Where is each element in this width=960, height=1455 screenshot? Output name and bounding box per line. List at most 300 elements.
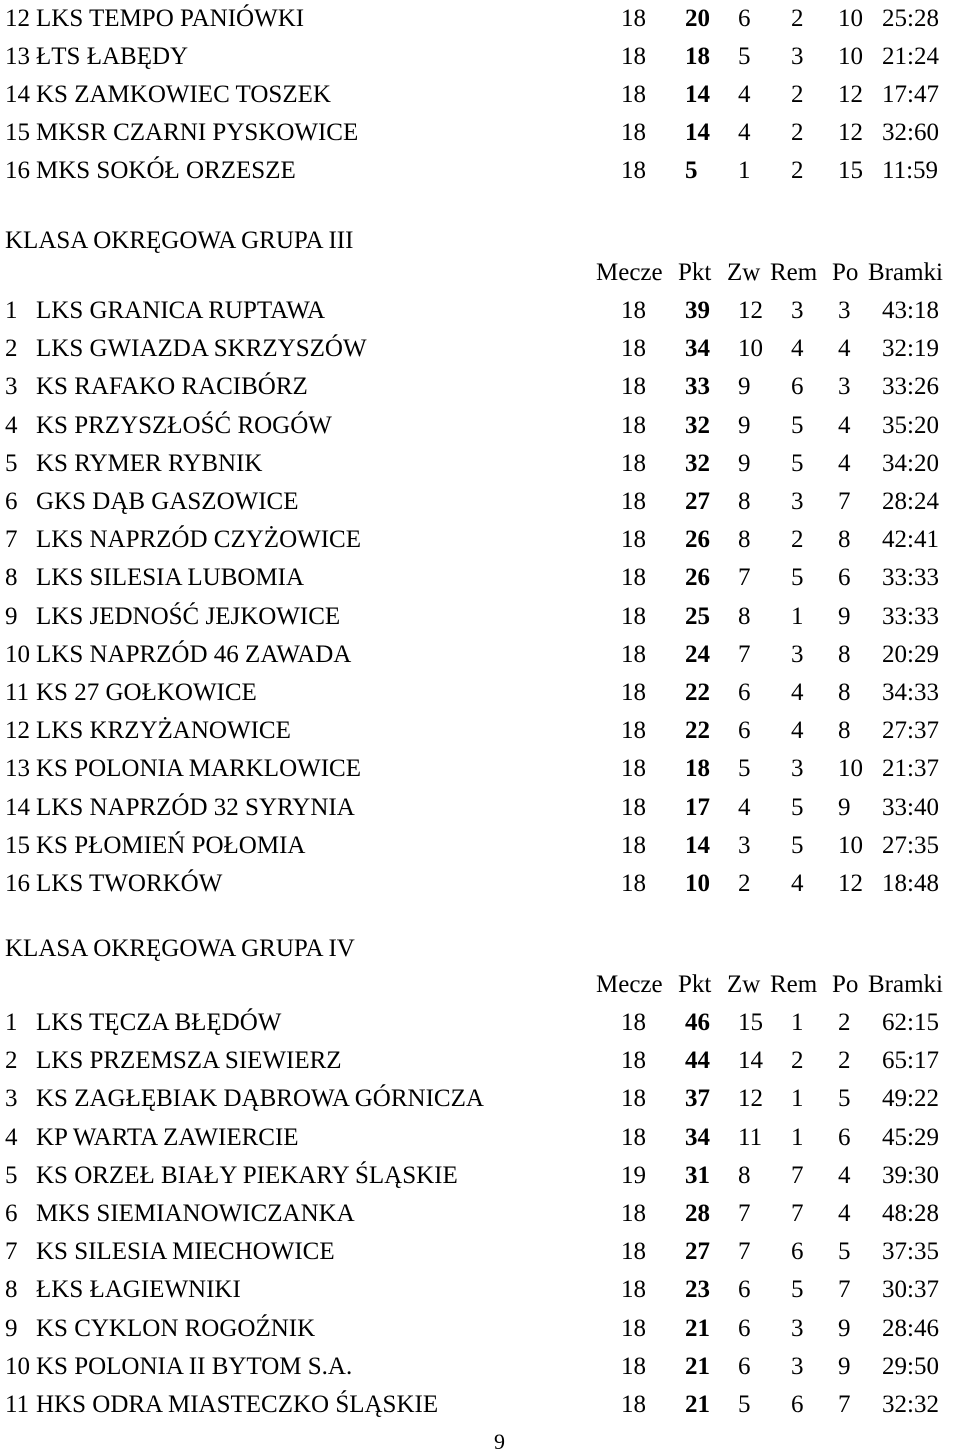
- cell-zw: 4: [738, 793, 751, 821]
- cell-rem: 3: [791, 488, 804, 515]
- cell-zw: 6: [738, 1352, 751, 1380]
- cell-po: 3: [838, 297, 851, 324]
- cell-num: 3: [5, 373, 18, 401]
- cell-pkt: 21: [685, 1352, 710, 1380]
- cell-zw: 6: [738, 679, 751, 706]
- table-row: [0, 152, 960, 190]
- cell-num: 15: [5, 119, 30, 146]
- cell-bramki: 21:37: [882, 755, 939, 783]
- cell-rem: 2: [791, 5, 804, 32]
- cell-po: 10: [838, 755, 863, 783]
- cell-bramki: 29:50: [882, 1352, 939, 1380]
- cell-po: 4: [838, 335, 851, 363]
- cell-name: MKS SIEMIANOWICZANKA: [36, 1200, 355, 1227]
- cell-name: KS ZAGŁĘBIAK DĄBROWA GÓRNICZA: [36, 1085, 484, 1113]
- table-row: [0, 1310, 960, 1348]
- cell-mecze: 18: [621, 1123, 646, 1151]
- cell-pkt: 17: [685, 793, 710, 821]
- cell-rem: 4: [791, 717, 804, 745]
- cell-po: 7: [838, 1276, 851, 1304]
- cell-zw: 2: [738, 870, 751, 897]
- cell-rem: 3: [791, 43, 804, 70]
- cell-bramki: 42:41: [882, 526, 939, 554]
- cell-rem: 1: [791, 1123, 804, 1151]
- cell-rem: 5: [791, 449, 804, 477]
- cell-name: KS RYMER RYBNIK: [36, 449, 263, 477]
- cell-name: ŁTS ŁABĘDY: [36, 43, 189, 70]
- col-header-zw: Zw: [727, 259, 761, 286]
- page-number: 9: [494, 1429, 505, 1454]
- cell-bramki: 27:35: [882, 831, 939, 859]
- cell-bramki: 17:47: [882, 81, 939, 108]
- cell-mecze: 18: [621, 1276, 646, 1304]
- cell-po: 8: [838, 679, 851, 706]
- cell-mecze: 18: [621, 297, 646, 324]
- cell-po: 9: [838, 793, 851, 821]
- cell-mecze: 18: [621, 526, 646, 554]
- cell-zw: 9: [738, 411, 751, 439]
- cell-num: 1: [5, 297, 18, 324]
- cell-name: KS POLONIA II BYTOM S.A.: [36, 1352, 353, 1380]
- col-header-zw: Zw: [727, 971, 761, 998]
- table-row: [0, 1195, 960, 1233]
- cell-name: LKS TĘCZA BŁĘDÓW: [36, 1009, 282, 1036]
- cell-num: 6: [5, 1200, 18, 1227]
- cell-mecze: 18: [621, 43, 646, 70]
- col-header-po: Po: [832, 971, 859, 998]
- cell-name: HKS ODRA MIASTECZKO ŚLĄSKIE: [36, 1391, 439, 1418]
- cell-bramki: 18:48: [882, 870, 939, 897]
- cell-name: LKS NAPRZÓD 46 ZAWADA: [36, 640, 352, 668]
- cell-pkt: 5: [685, 157, 698, 184]
- cell-name: LKS JEDNOŚĆ JEJKOWICE: [36, 602, 341, 630]
- cell-pkt: 32: [685, 449, 710, 477]
- cell-pkt: 21: [685, 1314, 710, 1342]
- cell-rem: 4: [791, 870, 804, 897]
- cell-bramki: 48:28: [882, 1200, 939, 1227]
- cell-name: KP WARTA ZAWIERCIE: [36, 1123, 299, 1151]
- cell-bramki: 43:18: [882, 297, 939, 324]
- cell-num: 2: [5, 1047, 18, 1075]
- cell-num: 9: [5, 1314, 18, 1342]
- cell-pkt: 22: [685, 717, 710, 745]
- cell-zw: 5: [738, 755, 751, 783]
- cell-pkt: 14: [685, 81, 710, 108]
- cell-zw: 7: [738, 1200, 751, 1227]
- cell-mecze: 18: [621, 564, 646, 592]
- cell-pkt: 32: [685, 411, 710, 439]
- cell-zw: 5: [738, 1391, 751, 1418]
- cell-name: LKS NAPRZÓD CZYŻOWICE: [36, 526, 361, 554]
- cell-rem: 5: [791, 793, 804, 821]
- table-row: [0, 865, 960, 903]
- table-row: [0, 521, 960, 559]
- cell-zw: 8: [738, 526, 751, 554]
- cell-pkt: 10: [685, 870, 710, 897]
- col-header-mecze: Mecze: [596, 259, 663, 286]
- cell-num: 10: [5, 640, 30, 668]
- table-row: [0, 445, 960, 483]
- cell-rem: 2: [791, 1047, 804, 1075]
- cell-po: 12: [838, 81, 863, 108]
- cell-name: ŁKS ŁAGIEWNIKI: [36, 1276, 241, 1304]
- cell-mecze: 18: [621, 449, 646, 477]
- cell-po: 9: [838, 602, 851, 630]
- col-header-pkt: Pkt: [678, 971, 712, 998]
- cell-po: 8: [838, 526, 851, 554]
- cell-pkt: 44: [685, 1047, 710, 1075]
- cell-mecze: 18: [621, 1047, 646, 1075]
- cell-rem: 2: [791, 157, 804, 184]
- cell-mecze: 18: [621, 119, 646, 146]
- cell-zw: 3: [738, 831, 751, 859]
- cell-pkt: 26: [685, 564, 710, 592]
- cell-num: 14: [5, 81, 30, 108]
- cell-num: 4: [5, 411, 18, 439]
- cell-name: KS 27 GOŁKOWICE: [36, 679, 257, 706]
- table-row: [0, 1157, 960, 1195]
- cell-mecze: 18: [621, 679, 646, 706]
- cell-mecze: 18: [621, 81, 646, 108]
- table-row: [0, 1386, 960, 1424]
- cell-po: 6: [838, 1123, 851, 1151]
- cell-bramki: 33:33: [882, 602, 939, 630]
- table-row: [0, 598, 960, 636]
- table-row: [0, 674, 960, 712]
- cell-zw: 1: [738, 157, 751, 184]
- cell-po: 7: [838, 488, 851, 515]
- cell-pkt: 33: [685, 373, 710, 401]
- cell-mecze: 18: [621, 5, 646, 32]
- table-row: [0, 76, 960, 114]
- cell-po: 4: [838, 1200, 851, 1227]
- cell-pkt: 39: [685, 297, 710, 324]
- col-header-mecze: Mecze: [596, 971, 663, 998]
- col-header-rem: Rem: [770, 971, 818, 998]
- cell-pkt: 14: [685, 119, 710, 146]
- cell-pkt: 28: [685, 1200, 710, 1227]
- cell-zw: 9: [738, 373, 751, 401]
- cell-pkt: 26: [685, 526, 710, 554]
- cell-po: 10: [838, 5, 863, 32]
- cell-po: 12: [838, 119, 863, 146]
- cell-mecze: 18: [621, 831, 646, 859]
- cell-po: 8: [838, 717, 851, 745]
- cell-num: 8: [5, 564, 18, 592]
- cell-po: 4: [838, 411, 851, 439]
- cell-name: LKS PRZEMSZA SIEWIERZ: [36, 1047, 342, 1075]
- cell-zw: 7: [738, 640, 751, 668]
- cell-rem: 4: [791, 335, 804, 363]
- cell-mecze: 18: [621, 717, 646, 745]
- cell-rem: 1: [791, 602, 804, 630]
- cell-po: 2: [838, 1009, 851, 1036]
- cell-bramki: 34:33: [882, 679, 939, 706]
- cell-zw: 7: [738, 564, 751, 592]
- group-iii-title: KLASA OKRĘGOWA GRUPA III: [5, 227, 354, 254]
- cell-mecze: 18: [621, 602, 646, 630]
- cell-name: MKS SOKÓŁ ORZESZE: [36, 157, 296, 184]
- cell-pkt: 34: [685, 335, 710, 363]
- cell-rem: 7: [791, 1200, 804, 1227]
- cell-num: 13: [5, 43, 30, 70]
- cell-po: 5: [838, 1238, 851, 1266]
- col-header-rem: Rem: [770, 259, 818, 286]
- cell-mecze: 18: [621, 157, 646, 184]
- cell-bramki: 33:40: [882, 793, 939, 821]
- cell-mecze: 18: [621, 640, 646, 668]
- cell-pkt: 27: [685, 488, 710, 515]
- cell-name: LKS GWIAZDA SKRZYSZÓW: [36, 335, 367, 363]
- table-row: [0, 750, 960, 788]
- cell-bramki: 37:35: [882, 1238, 939, 1266]
- cell-bramki: 28:24: [882, 488, 939, 515]
- cell-name: KS PRZYSZŁOŚĆ ROGÓW: [36, 411, 332, 439]
- cell-num: 5: [5, 449, 18, 477]
- cell-pkt: 21: [685, 1391, 710, 1418]
- cell-po: 8: [838, 640, 851, 668]
- cell-rem: 5: [791, 831, 804, 859]
- cell-zw: 6: [738, 5, 751, 32]
- cell-pkt: 31: [685, 1161, 710, 1189]
- cell-zw: 6: [738, 1314, 751, 1342]
- table-row: [0, 1004, 960, 1042]
- col-header-po: Po: [832, 259, 859, 286]
- cell-bramki: 25:28: [882, 5, 939, 32]
- cell-bramki: 21:24: [882, 43, 939, 70]
- cell-name: KS POLONIA MARKLOWICE: [36, 755, 361, 783]
- cell-rem: 5: [791, 1276, 804, 1304]
- cell-name: KS CYKLON ROGOŹNIK: [36, 1314, 316, 1342]
- cell-po: 3: [838, 373, 851, 401]
- cell-bramki: 39:30: [882, 1161, 939, 1189]
- cell-name: KS RAFAKO RACIBÓRZ: [36, 373, 308, 401]
- col-header-bramki: Bramki: [868, 971, 943, 998]
- cell-po: 9: [838, 1314, 851, 1342]
- cell-bramki: 34:20: [882, 449, 939, 477]
- cell-num: 13: [5, 755, 30, 783]
- cell-name: KS ORZEŁ BIAŁY PIEKARY ŚLĄSKIE: [36, 1161, 458, 1189]
- cell-bramki: 49:22: [882, 1085, 939, 1113]
- cell-mecze: 18: [621, 1009, 646, 1036]
- cell-pkt: 24: [685, 640, 710, 668]
- cell-name: LKS KRZYŻANOWICE: [36, 717, 291, 745]
- cell-bramki: 45:29: [882, 1123, 939, 1151]
- cell-rem: 5: [791, 564, 804, 592]
- cell-zw: 9: [738, 449, 751, 477]
- cell-num: 11: [5, 679, 30, 706]
- group-iv-title: KLASA OKRĘGOWA GRUPA IV: [5, 935, 355, 962]
- cell-po: 7: [838, 1391, 851, 1418]
- cell-num: 3: [5, 1085, 18, 1113]
- table-row: [0, 712, 960, 750]
- cell-rem: 4: [791, 679, 804, 706]
- cell-rem: 3: [791, 755, 804, 783]
- table-row: [0, 407, 960, 445]
- cell-mecze: 18: [621, 1085, 646, 1113]
- cell-rem: 1: [791, 1085, 804, 1113]
- cell-mecze: 18: [621, 335, 646, 363]
- cell-bramki: 33:33: [882, 564, 939, 592]
- table-row: [0, 1233, 960, 1271]
- cell-name: LKS NAPRZÓD 32 SYRYNIA: [36, 793, 355, 821]
- cell-zw: 8: [738, 488, 751, 515]
- table-row: [0, 789, 960, 827]
- table-row: [0, 368, 960, 406]
- cell-pkt: 27: [685, 1238, 710, 1266]
- cell-num: 6: [5, 488, 18, 515]
- cell-num: 12: [5, 717, 30, 745]
- cell-name: GKS DĄB GASZOWICE: [36, 488, 299, 515]
- cell-pkt: 34: [685, 1123, 710, 1151]
- cell-rem: 7: [791, 1161, 804, 1189]
- cell-rem: 3: [791, 640, 804, 668]
- cell-rem: 5: [791, 411, 804, 439]
- cell-pkt: 20: [685, 5, 710, 32]
- cell-pkt: 14: [685, 831, 710, 859]
- table-row: [0, 483, 960, 521]
- cell-zw: 4: [738, 81, 751, 108]
- cell-zw: 8: [738, 602, 751, 630]
- cell-rem: 6: [791, 1238, 804, 1266]
- cell-zw: 7: [738, 1238, 751, 1266]
- cell-po: 6: [838, 564, 851, 592]
- cell-mecze: 18: [621, 793, 646, 821]
- cell-mecze: 18: [621, 1391, 646, 1418]
- cell-bramki: 20:29: [882, 640, 939, 668]
- cell-zw: 12: [738, 1085, 763, 1113]
- cell-pkt: 18: [685, 755, 710, 783]
- cell-bramki: 28:46: [882, 1314, 939, 1342]
- cell-bramki: 27:37: [882, 717, 939, 745]
- cell-name: KS PŁOMIEŃ POŁOMIA: [36, 831, 306, 859]
- cell-po: 4: [838, 1161, 851, 1189]
- cell-num: 11: [5, 1391, 30, 1418]
- cell-bramki: 30:37: [882, 1276, 939, 1304]
- cell-name: MKSR CZARNI PYSKOWICE: [36, 119, 359, 146]
- table-row: [0, 1119, 960, 1157]
- cell-num: 7: [5, 526, 18, 554]
- cell-name: LKS TWORKÓW: [36, 870, 223, 897]
- table-row: [0, 114, 960, 152]
- cell-zw: 8: [738, 1161, 751, 1189]
- cell-bramki: 32:32: [882, 1391, 939, 1418]
- cell-name: LKS GRANICA RUPTAWA: [36, 297, 326, 324]
- cell-pkt: 46: [685, 1009, 710, 1036]
- cell-rem: 3: [791, 1314, 804, 1342]
- cell-bramki: 65:17: [882, 1047, 939, 1075]
- cell-rem: 2: [791, 119, 804, 146]
- cell-pkt: 25: [685, 602, 710, 630]
- cell-pkt: 22: [685, 679, 710, 706]
- cell-num: 9: [5, 602, 18, 630]
- table-row: [0, 292, 960, 330]
- cell-num: 4: [5, 1123, 18, 1151]
- cell-num: 16: [5, 157, 30, 184]
- cell-zw: 6: [738, 717, 751, 745]
- cell-po: 2: [838, 1047, 851, 1075]
- cell-zw: 11: [738, 1123, 763, 1151]
- cell-po: 12: [838, 870, 863, 897]
- cell-mecze: 19: [621, 1161, 646, 1189]
- cell-mecze: 18: [621, 1352, 646, 1380]
- cell-po: 4: [838, 449, 851, 477]
- cell-zw: 15: [738, 1009, 763, 1036]
- table-row: [0, 330, 960, 368]
- cell-rem: 6: [791, 373, 804, 401]
- cell-num: 1: [5, 1009, 18, 1036]
- table-row: [0, 1348, 960, 1386]
- table-row: [0, 38, 960, 76]
- cell-mecze: 18: [621, 373, 646, 401]
- cell-num: 14: [5, 793, 30, 821]
- cell-po: 9: [838, 1352, 851, 1380]
- cell-zw: 6: [738, 1276, 751, 1304]
- cell-num: 8: [5, 1276, 18, 1304]
- table-row: [0, 0, 960, 38]
- cell-bramki: 11:59: [882, 157, 939, 184]
- cell-rem: 6: [791, 1391, 804, 1418]
- table-row: [0, 1271, 960, 1309]
- table-row: [0, 827, 960, 865]
- cell-rem: 3: [791, 1352, 804, 1380]
- cell-mecze: 18: [621, 488, 646, 515]
- cell-num: 10: [5, 1352, 30, 1380]
- cell-name: LKS SILESIA LUBOMIA: [36, 564, 305, 592]
- cell-mecze: 18: [621, 1314, 646, 1342]
- cell-bramki: 62:15: [882, 1009, 939, 1036]
- cell-bramki: 32:19: [882, 335, 939, 363]
- cell-num: 2: [5, 335, 18, 363]
- cell-po: 10: [838, 43, 863, 70]
- cell-mecze: 18: [621, 755, 646, 783]
- cell-num: 7: [5, 1238, 18, 1266]
- cell-zw: 5: [738, 43, 751, 70]
- cell-pkt: 23: [685, 1276, 710, 1304]
- table-row: [0, 1080, 960, 1118]
- cell-bramki: 32:60: [882, 119, 939, 146]
- cell-rem: 2: [791, 526, 804, 554]
- cell-rem: 2: [791, 81, 804, 108]
- col-header-bramki: Bramki: [868, 259, 943, 286]
- cell-zw: 14: [738, 1047, 763, 1075]
- table-row: [0, 559, 960, 597]
- cell-mecze: 18: [621, 870, 646, 897]
- cell-bramki: 35:20: [882, 411, 939, 439]
- col-header-pkt: Pkt: [678, 259, 712, 286]
- cell-num: 5: [5, 1161, 18, 1189]
- cell-po: 5: [838, 1085, 851, 1113]
- cell-zw: 12: [738, 297, 763, 324]
- cell-pkt: 37: [685, 1085, 710, 1113]
- cell-name: KS ZAMKOWIEC TOSZEK: [36, 81, 331, 108]
- cell-pkt: 18: [685, 43, 710, 70]
- cell-num: 16: [5, 870, 30, 897]
- table-row: [0, 636, 960, 674]
- table-row: [0, 1042, 960, 1080]
- cell-rem: 1: [791, 1009, 804, 1036]
- cell-zw: 4: [738, 119, 751, 146]
- cell-mecze: 18: [621, 1238, 646, 1266]
- cell-mecze: 18: [621, 411, 646, 439]
- cell-num: 15: [5, 831, 30, 859]
- cell-name: LKS TEMPO PANIÓWKI: [36, 5, 305, 32]
- cell-zw: 10: [738, 335, 763, 363]
- cell-num: 12: [5, 5, 30, 32]
- cell-bramki: 33:26: [882, 373, 939, 401]
- cell-po: 10: [838, 831, 863, 859]
- cell-po: 15: [838, 157, 863, 184]
